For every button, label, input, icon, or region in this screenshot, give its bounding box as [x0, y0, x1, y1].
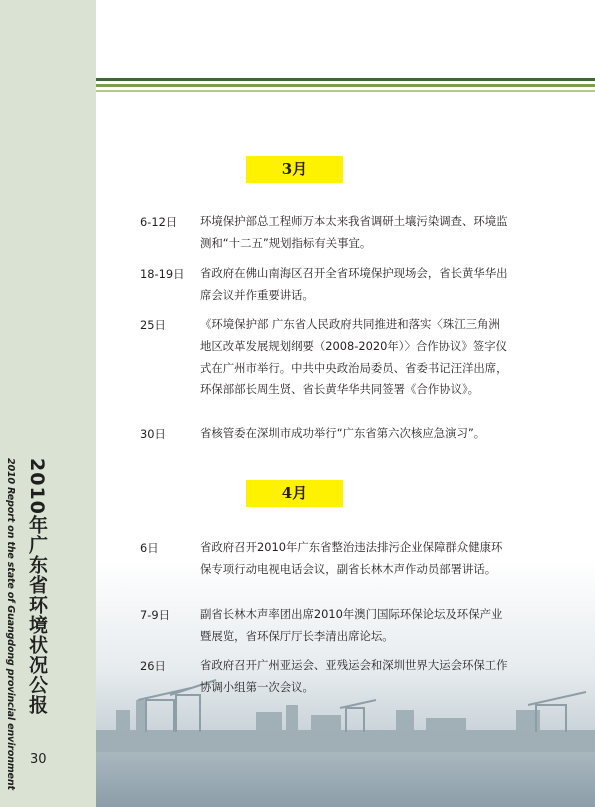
event-date: 18-19日 — [140, 267, 185, 281]
event-date: 6日 — [140, 541, 159, 555]
event-date: 7-9日 — [140, 608, 170, 622]
header-rule-mid — [96, 84, 595, 87]
event-text: 《环境保护部 广东省人民政府共同推进和落实〈珠江三角洲地区改革发展规划纲要（2008-2020年）〉合作协议》签字仪式在广州市举行。中共中央政治局委员、省委书记汪洋出席，环保部部长周生贤、省长黄华华共同签署《合作协议》。 — [200, 317, 508, 397]
event-text: 环境保护部总工程师万本太来我省调研土壤污染调查、环境监测和“十二五”规划指标有关事宜。 — [200, 214, 508, 250]
event-text: 省核管委在深圳市成功举行“广东省第六次核应急演习”。 — [200, 426, 486, 440]
sidebar — [0, 0, 96, 807]
event-text: 省政府召开2010年广东省整治违法排污企业保障群众健康环保专项行动电视电话会议，副省长林木声作动员部署讲话。 — [200, 540, 503, 576]
event-text: 省政府在佛山南海区召开全省环境保护现场会，省长黄华华出席会议并作重要讲话。 — [200, 266, 508, 302]
report-subtitle: 2010 Report on the state of Guangdong provincial environment — [5, 458, 16, 790]
event-text: 副省长林木声率团出席2010年澳门国际环保论坛及环保产业暨展览，省环保厅厅长李清出席论坛。 — [200, 607, 503, 643]
event-date: 30日 — [140, 427, 166, 441]
header-rule-light — [96, 90, 595, 92]
month-badge-march: 3月 — [246, 156, 343, 183]
report-title: 2010年广东省环境状况公报 — [26, 458, 48, 715]
page-number: 30 — [30, 752, 47, 767]
event-text: 省政府召开广州亚运会、亚残运会和深圳世界大运会环保工作协调小组第一次会议。 — [200, 658, 508, 694]
event-date: 25日 — [140, 318, 166, 332]
event-date: 6-12日 — [140, 215, 178, 229]
month-badge-april: 4月 — [246, 480, 343, 507]
event-date: 26日 — [140, 659, 166, 673]
header-rule-dark — [96, 78, 595, 81]
